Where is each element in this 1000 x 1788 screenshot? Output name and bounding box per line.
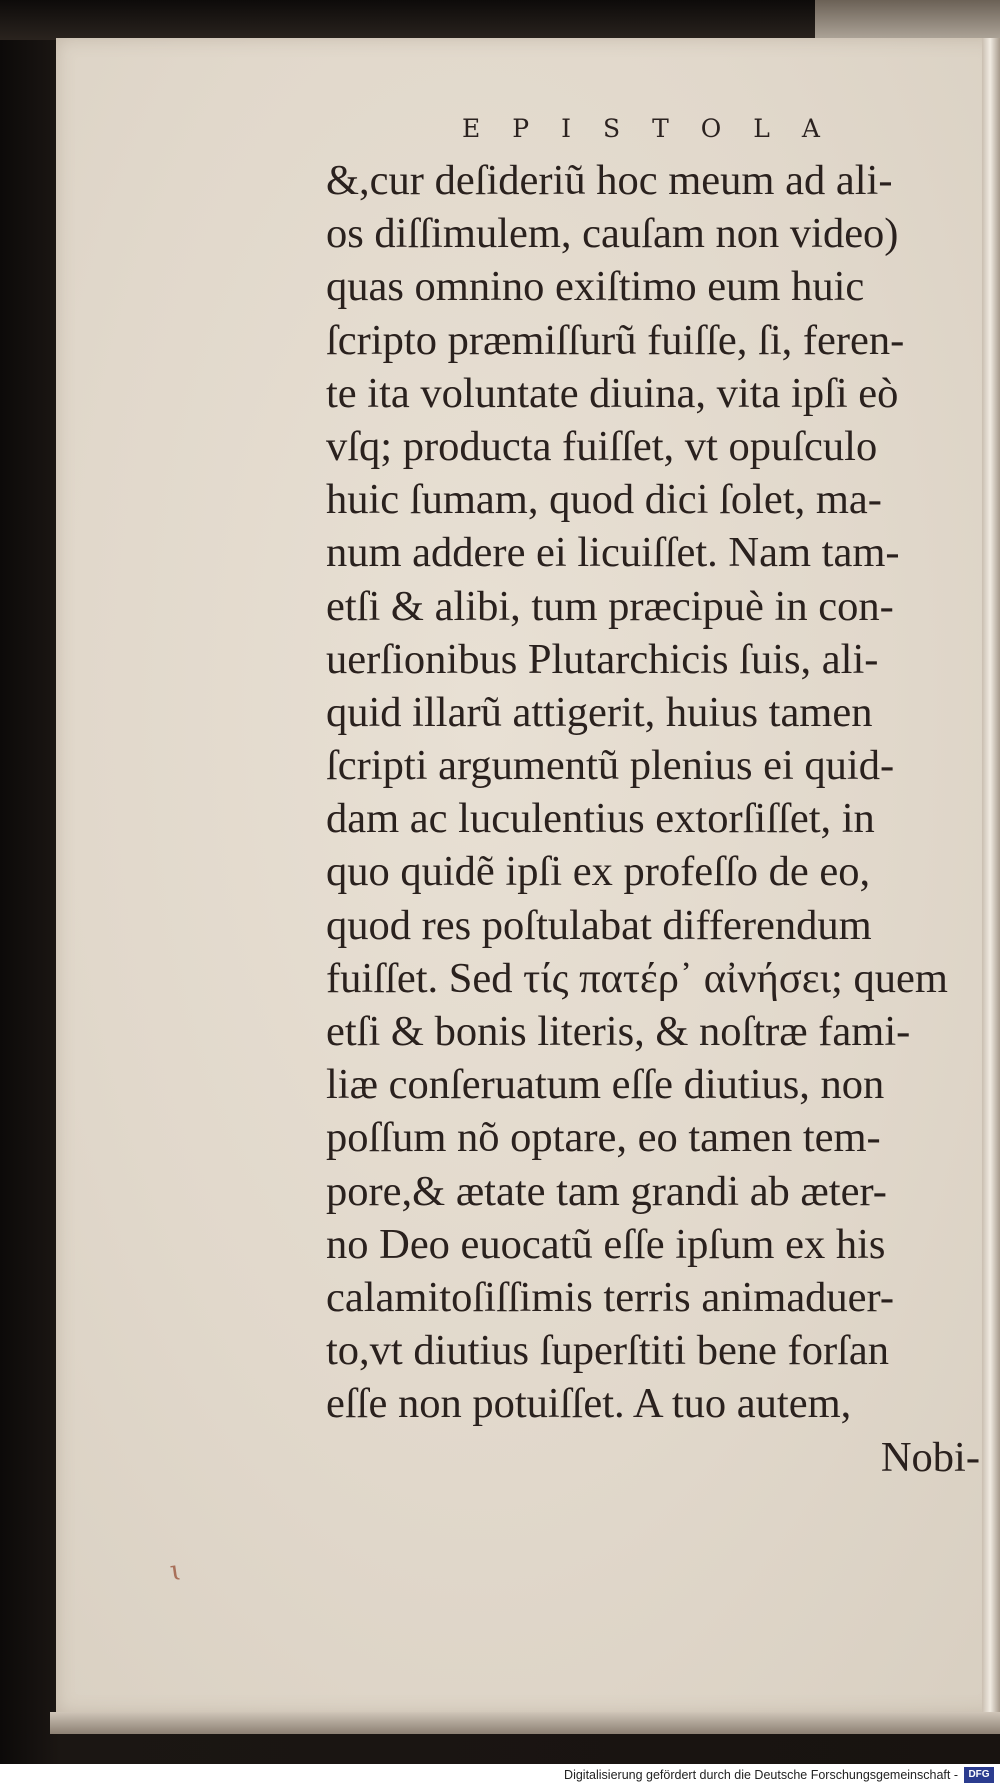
ink-mark: ɩ [167, 1553, 184, 1588]
text-line: vſq; producta fuiſſet, vt opuſculo [326, 422, 878, 470]
text-line: uerſionibus Plutarchicis ſuis, ali- [326, 635, 879, 683]
text-line: eſſe non potuiſſet. A tuo autem, [326, 1380, 852, 1428]
text-line: etſi & bonis literis, & noſtræ fami- [326, 1008, 911, 1055]
text-line: fuiſſet. Sed τίς πατέρ᾽ αἰνήσει; quem [326, 954, 948, 1002]
catchword: Nobi- [880, 1433, 980, 1481]
text-line: no Deo euocatũ eſſe ipſum ex his [326, 1220, 886, 1268]
funding-credit: Digitalisierung gefördert durch die Deutsche Forschungsgemeinschaft - [564, 1768, 958, 1782]
text-line: &,cur deſideriũ hoc meum ad ali- [326, 157, 893, 204]
running-head: EPISTOLA [462, 114, 852, 143]
text-line: huic ſumam, quod dici ſolet, ma- [326, 476, 882, 524]
text-line: liæ conſeruatum eſſe diutius, non [326, 1061, 885, 1109]
text-line: etſi & alibi, tum præcipuè in con- [326, 582, 894, 630]
text-line: quod res poſtulabat differendum [326, 901, 872, 949]
text-line: calamitoſiſſimis terris animaduer- [326, 1273, 895, 1321]
text-line: dam ac luculentius extorſiſſet, in [326, 795, 875, 843]
text-line: quid illarũ attigerit, huius tamen [326, 688, 873, 736]
text-line: ſcripto præmiſſurũ fuiſſe, ſi, feren- [326, 316, 905, 364]
text-line: ſcripti argumentũ plenius ei quid- [326, 742, 895, 790]
text-line: num addere ei licuiſſet. Nam tam- [326, 529, 900, 577]
page-bottom-edge [50, 1712, 1000, 1734]
text-line: to,vt diutius ſuperſtiti bene forſan [326, 1327, 890, 1375]
text-line: quas omnino exiſtimo eum huic [326, 263, 865, 311]
text-line: te ita voluntate diuina, vita ipſi eò [326, 369, 899, 417]
text-line: quo quidẽ ipſi ex profeſſo de eo, [326, 848, 871, 896]
text-line: poſſum nõ optare, eo tamen tem- [326, 1114, 881, 1162]
text-line: os diſſimulem, cauſam non video) [326, 210, 899, 258]
text-line: pore,& ætate tam grandi ab æter- [326, 1167, 887, 1215]
dfg-logo-icon: DFG [964, 1767, 994, 1783]
text-block [326, 154, 986, 1484]
